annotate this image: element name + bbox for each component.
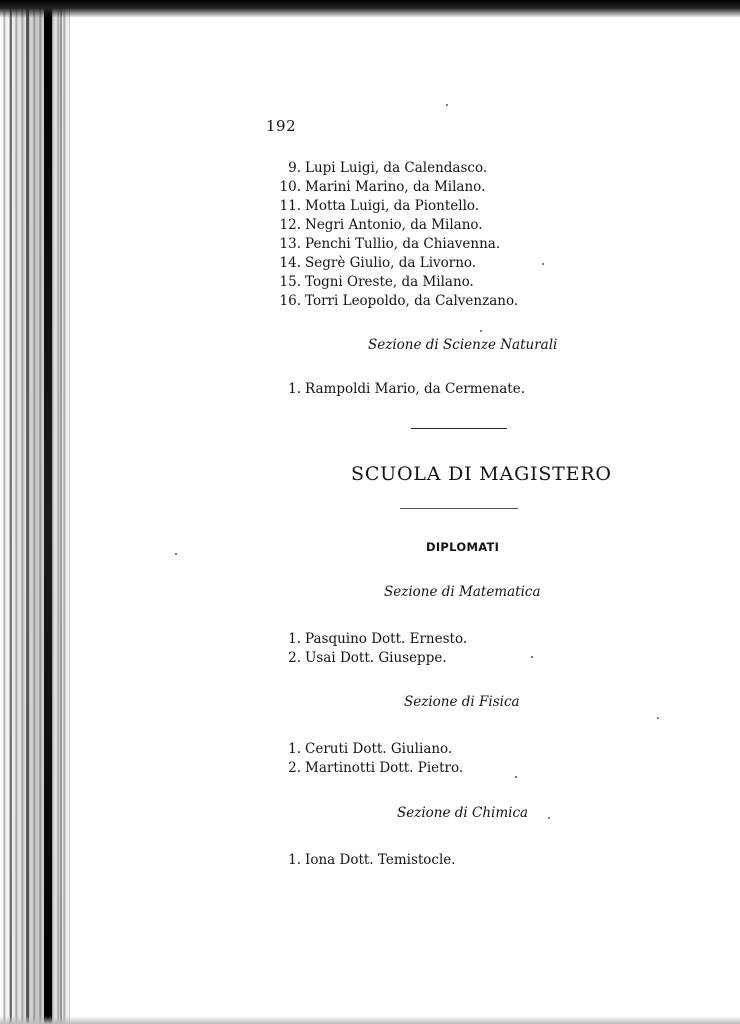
section-heading-chemistry: Sezione di Chimica (397, 805, 529, 821)
item-number: 11. (279, 198, 301, 214)
page-number: 192 (266, 117, 297, 135)
item-number: 2. (288, 760, 301, 776)
item-number: 10. (279, 179, 301, 195)
item-name: Martinotti Dott. Pietro. (305, 760, 464, 776)
list-item (270, 178, 518, 197)
item-name: Iona Dott. Temistocle. (305, 852, 456, 868)
diplomati-heading: DIPLOMATI (426, 540, 500, 554)
scan-speck (542, 263, 544, 265)
scan-speck (175, 553, 177, 555)
list-item (270, 216, 518, 235)
item-name: Pasquino Dott. Ernesto. (305, 631, 468, 647)
scanned-bottom-edge (0, 1016, 740, 1024)
item-number: 12. (279, 217, 301, 233)
scan-speck (657, 717, 659, 719)
list-item (270, 159, 518, 178)
item-name: Penchi Tullio, da Chiavenna. (305, 236, 501, 252)
list-item (270, 197, 518, 216)
item-name: Segrè Giulio, da Livorno. (305, 255, 477, 271)
item-name: Marini Marino, da Milano. (305, 179, 486, 195)
list-item (270, 254, 518, 273)
list-item (270, 235, 518, 254)
item-number: 13. (279, 236, 301, 252)
item-name: Lupi Luigi, da Calendasco. (305, 160, 488, 176)
item-name: Torri Leopoldo, da Calvenzano. (305, 293, 519, 309)
mathematics-list (270, 630, 467, 668)
list-item (270, 630, 467, 649)
section-heading-physics: Sezione di Fisica (404, 694, 520, 710)
list-item (270, 851, 456, 870)
scan-speck (446, 104, 448, 106)
title-divider (400, 508, 518, 509)
item-number: 1. (288, 381, 301, 397)
item-name: Ceruti Dott. Giuliano. (305, 741, 453, 757)
item-number: 15. (279, 274, 301, 290)
item-name: Motta Luigi, da Piontello. (305, 198, 480, 214)
item-name: Rampoldi Mario, da Cermenate. (305, 381, 526, 397)
chemistry-list (270, 851, 456, 870)
list-item (270, 740, 463, 759)
scan-speck (515, 776, 517, 778)
scanned-top-edge (0, 0, 740, 18)
physics-list (270, 740, 463, 778)
natural-sciences-list (270, 380, 525, 399)
scan-speck (531, 656, 533, 658)
item-name: Negri Antonio, da Milano. (305, 217, 483, 233)
item-number: 14. (279, 255, 301, 271)
list-item (270, 380, 525, 399)
scan-speck (548, 817, 550, 819)
scanned-binding-edge (0, 0, 70, 1024)
scan-speck (480, 330, 482, 332)
list-item (270, 759, 463, 778)
item-number: 16. (279, 293, 301, 309)
item-number: 1. (288, 631, 301, 647)
student-list (270, 159, 518, 311)
section-heading-natural-sciences: Sezione di Scienze Naturali (368, 337, 558, 353)
item-name: Usai Dott. Giuseppe. (305, 650, 447, 666)
list-item (270, 292, 518, 311)
item-number: 1. (288, 852, 301, 868)
item-name: Togni Oreste, da Milano. (305, 274, 474, 290)
school-title: SCUOLA DI MAGISTERO (351, 463, 612, 485)
list-item (270, 649, 467, 668)
section-heading-mathematics: Sezione di Matematica (384, 584, 541, 600)
item-number: 9. (288, 160, 301, 176)
section-divider (411, 428, 507, 429)
list-item (270, 273, 518, 292)
item-number: 2. (288, 650, 301, 666)
item-number: 1. (288, 741, 301, 757)
